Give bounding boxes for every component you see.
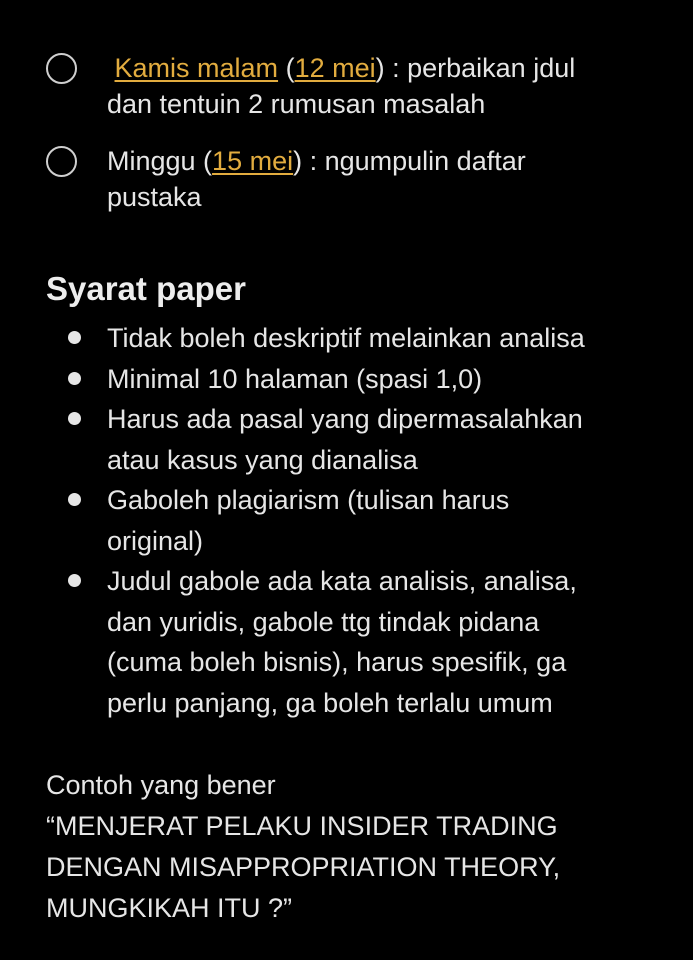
checklist-item-text[interactable]: [107, 143, 667, 215]
list-item-line: Gaboleh plagiarism (tulisan harus: [107, 485, 510, 515]
bullet-icon: [68, 493, 81, 506]
example-label: Contoh yang bener: [46, 770, 276, 800]
bullet-icon: [68, 574, 81, 587]
list-item-line: perlu panjang, ga boleh terlalu umum: [107, 687, 553, 718]
list-item-line: atau kasus yang dianalisa: [107, 444, 418, 475]
task-text-continued: dan tentuin 2 rumusan masalah: [107, 89, 486, 119]
example-title-line: “MENJERAT PELAKU INSIDER TRADING: [46, 811, 558, 841]
list-item[interactable]: [0, 480, 637, 561]
example-title-line: DENGAN MISAPPROPRIATION THEORY,: [46, 852, 561, 882]
date-link[interactable]: 15 mei: [212, 146, 294, 176]
list-item[interactable]: [0, 359, 637, 400]
checkbox-icon[interactable]: [46, 146, 77, 177]
task-text: ) : perbaikan jdul: [375, 53, 576, 83]
task-text-continued: pustaka: [107, 182, 202, 212]
list-item-line: dan yuridis, gabole ttg tindak pidana: [107, 606, 540, 637]
date-link[interactable]: 12 mei: [294, 53, 376, 83]
task-text: ) : ngumpulin daftar: [293, 146, 526, 176]
list-item[interactable]: [0, 399, 637, 480]
day-text: Minggu (: [107, 146, 213, 176]
bullet-icon: [68, 372, 81, 385]
list-item[interactable]: [0, 318, 637, 359]
example-title-line: MUNGKIKAH ITU ?”: [46, 893, 293, 923]
day-link[interactable]: Kamis malam: [114, 53, 279, 83]
paren-text: (: [285, 53, 295, 83]
list-item[interactable]: [0, 561, 637, 723]
section-heading: Syarat paper: [46, 270, 246, 307]
list-item-line: original): [107, 525, 204, 556]
requirements-list: [0, 318, 693, 723]
list-item-line: (cuma boleh bisnis), harus spesifik, ga: [107, 647, 567, 677]
bullet-icon: [68, 412, 81, 425]
checkbox-icon[interactable]: [46, 53, 77, 84]
bullet-icon: [68, 331, 81, 344]
list-item-line: Harus ada pasal yang dipermasalahkan: [107, 404, 583, 434]
checklist-item-text[interactable]: [107, 50, 667, 122]
example-block: [46, 765, 666, 929]
list-item-line: Tidak boleh deskriptif melainkan analisa: [107, 323, 585, 353]
list-item-line: Judul gabole ada kata analisis, analisa,: [107, 566, 577, 596]
list-item-line: Minimal 10 halaman (spasi 1,0): [107, 363, 483, 394]
